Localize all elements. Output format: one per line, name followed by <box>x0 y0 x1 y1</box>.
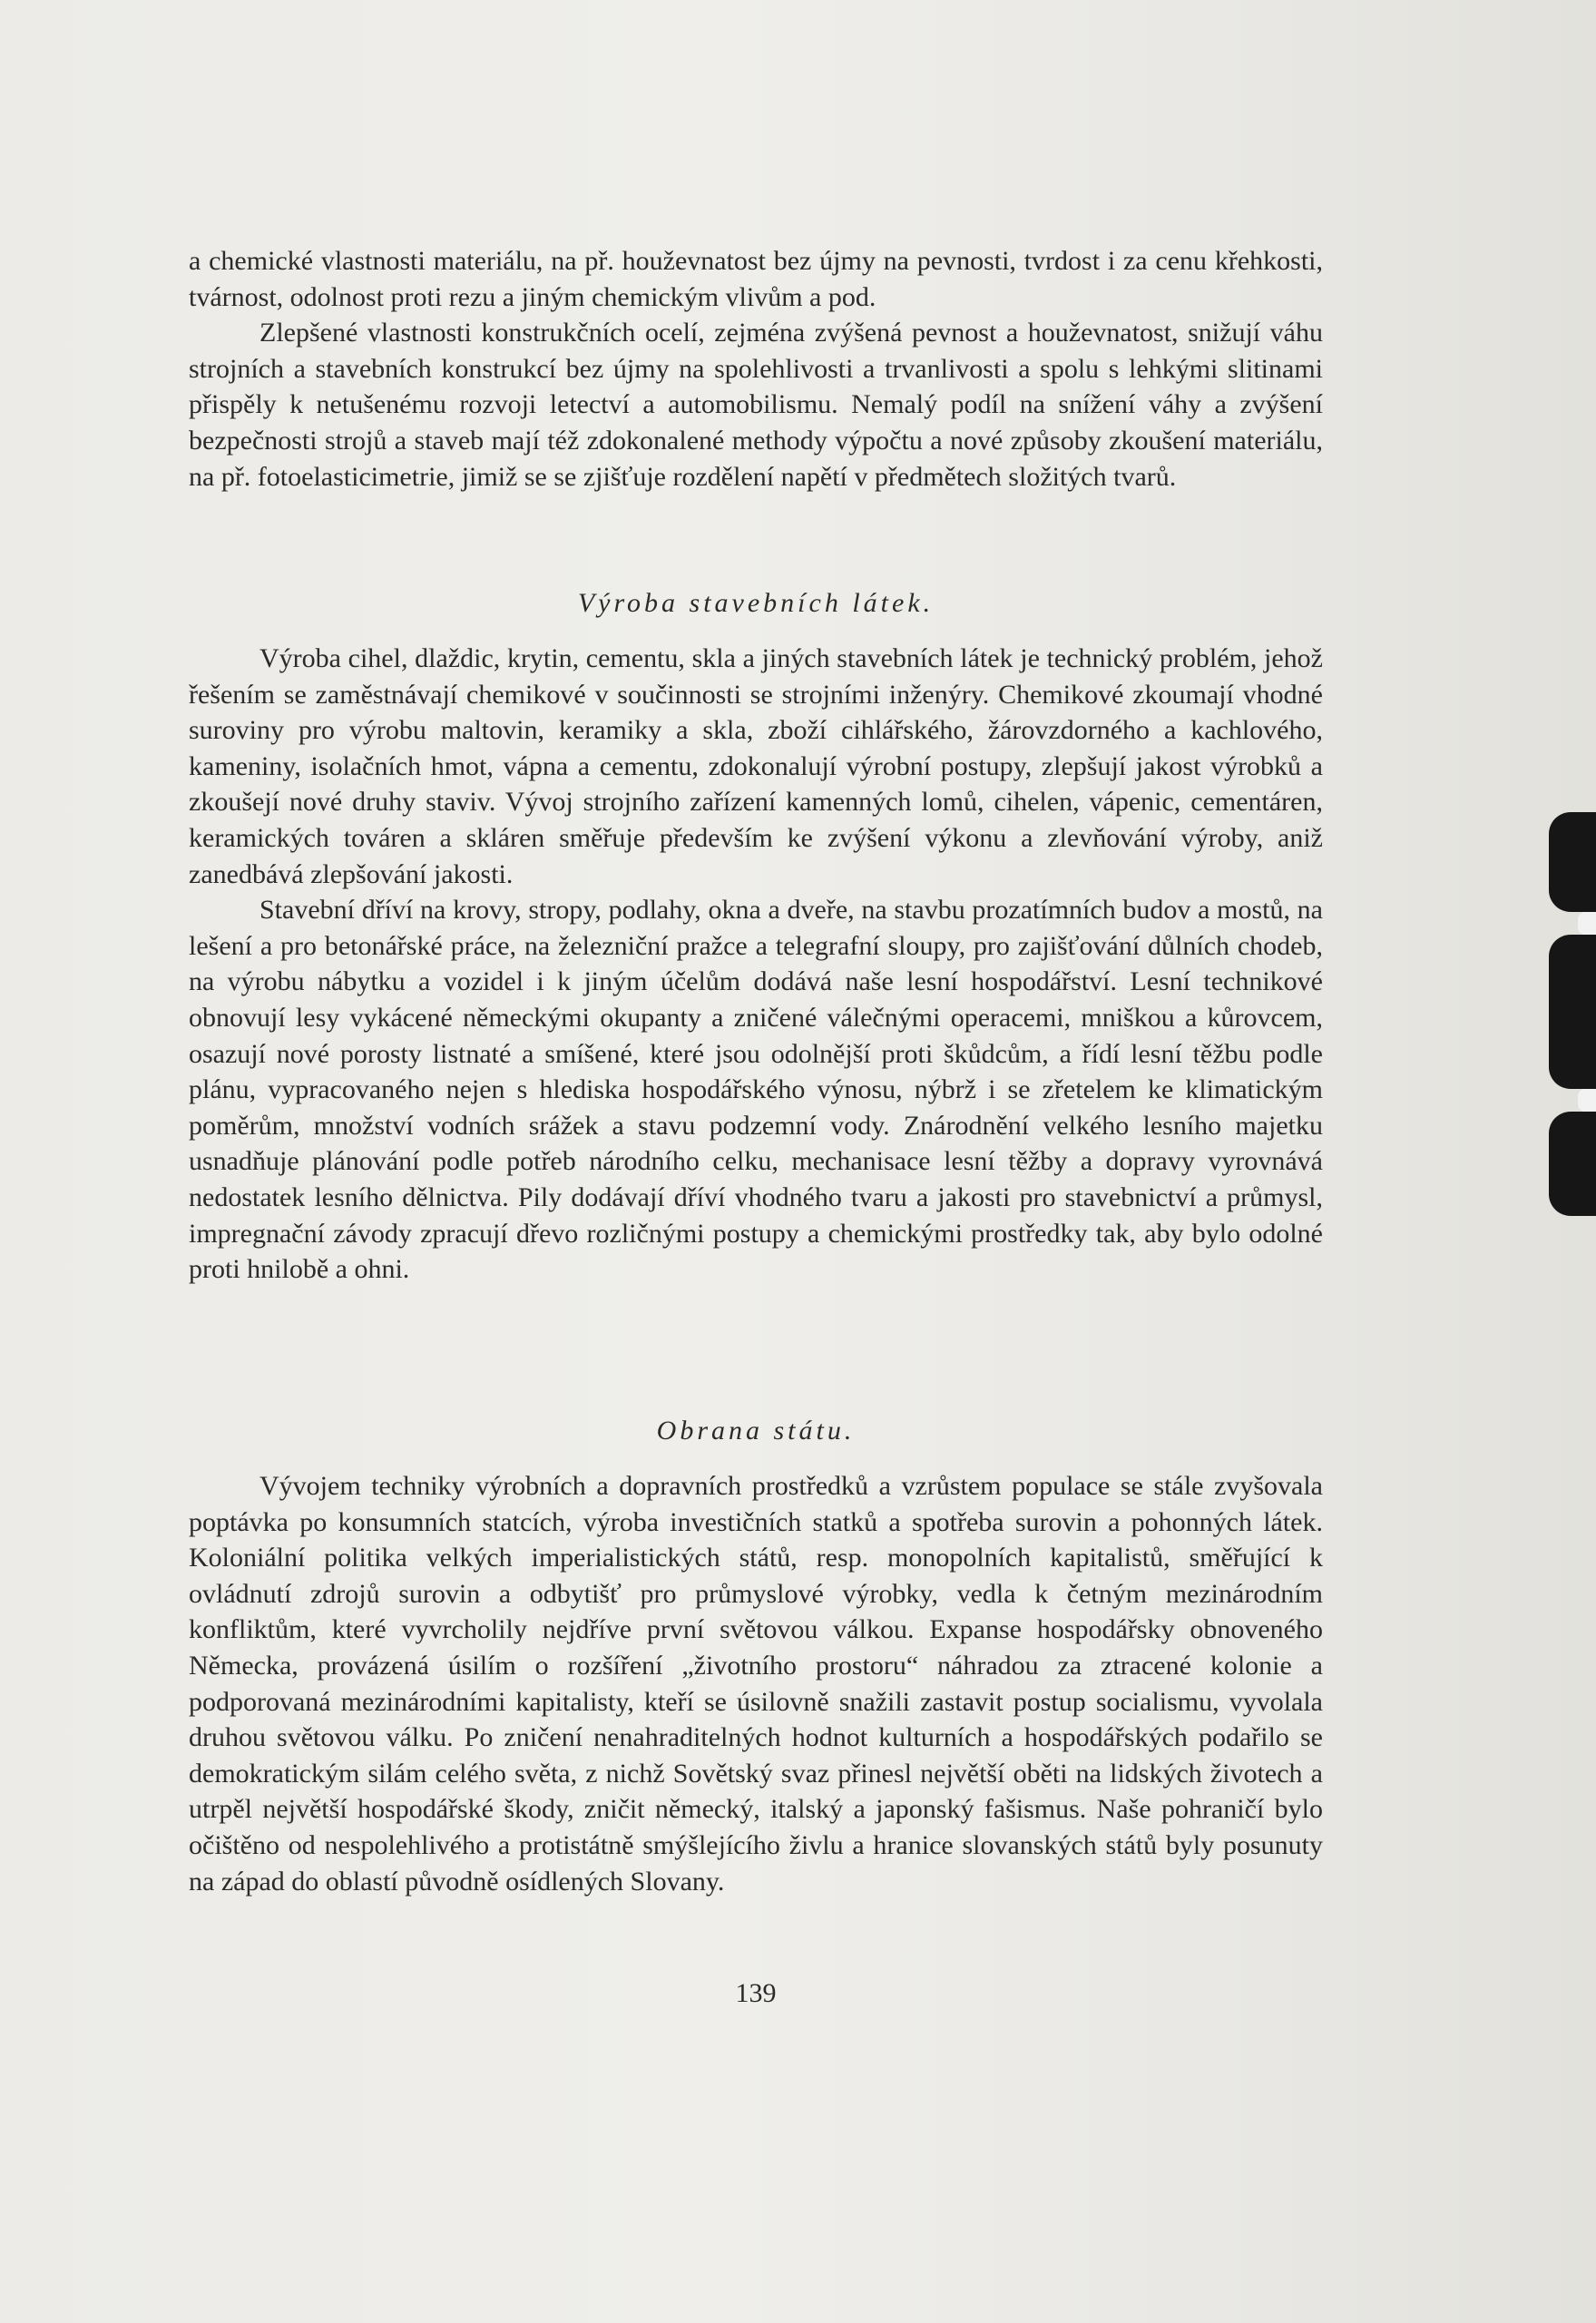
body-text-building-materials <box>189 641 1323 1288</box>
binder-gap-1 <box>1578 912 1596 935</box>
body-text-defense <box>189 1468 1323 1899</box>
continuation-paragraph: a chemické vlastnosti materiálu, na př. houževnatost bez újmy na pevnosti, tvrdost i za cenu křehkosti, tvárnost, odolnost proti rezu a jiným chemickým vlivům a pod. <box>189 246 1323 312</box>
section-heading-defense: Obrana státu. <box>656 1416 856 1446</box>
paragraph-steels: Zlepšené vlastnosti konstrukčních ocelí, zejména zvýšená pevnost a houževnatost, snižují váhu strojních a stavebních konstrukcí bez újmy na spolehlivosti a trvanlivosti a spolu s lehkými slitinami přispěly k netušenému rozvoji letectví a automobilismu. Nemalý podíl na snížení váhy a zvýšení bezpečnosti strojů a staveb mají též zdokonalené methody výpočtu a nové způsoby zkoušení materiálu, na př. fotoelasticimetrie, jimiž se se zjišťuje rozdělení napětí v předmětech složitých tvarů. <box>189 318 1323 492</box>
page-number: 139 <box>735 1978 777 2008</box>
body-text-top <box>189 243 1323 495</box>
paragraph-building-materials-1: Výroba cihel, dlaždic, krytin, cementu, skla a jiných stavebních látek je technický problém, jehož řešením se zaměstnávají chemikové v součinnosti se strojními inženýry. Chemikové zkoumají vhodné suroviny pro výrobu maltovin, keramiky a skla, zboží cihlářského, žárovzdorného a kachlového, kameniny, isolačních hmot, vápna a cementu, zdokonalují výrobní postupy, zlepšují jakost výrobků a zkoušejí nové druhy staviv. Vývoj strojního zařízení kamenných lomů, cihelen, vápenic, cementáren, keramických továren a skláren směřuje především ke zvýšení výkonu a zlevňování výroby, aniž zanedbává zlepšování jakosti. <box>189 643 1323 889</box>
paragraph-defense: Vývojem techniky výrobních a dopravních prostředků a vzrůstem populace se stále zvyšovala poptávka po konsumních statcích, výroba investičních statků a spotřeba surovin a pohonných látek. Koloniální politika velkých imperialistických států, resp. monopolních kapitalistů, směřující k ovládnutí zdrojů surovin a odbytišť pro průmyslové výrobky, vedla k četným mezinárodním konfliktům, které vyvrcholily nejdříve první světovou válkou. Expanse hospodářsky obnoveného Německa, provázená úsilím o rozšíření „životního prostoru“ náhradou za ztracené kolonie a podporovaná mezinárodními kapitalisty, kteří se úsilovně snažili zastavit postup socialismu, vyvolala druhou světovou válku. Po zničení nenahraditelných hodnot kulturních a hospodářských podařilo se demokratickým silám celého světa, z nichž Sovětský svaz přinesl největší oběti na lidských životech a utrpěl největší hospodářské škody, zničit německý, italský a japonský fašismus. Naše pohraničí bylo očištěno od nespolehlivého a protistátně smýšlejícího živlu a hranice slovanských států byly posunuty na západ do oblastí původně osídlených Slovany. <box>189 1471 1323 1897</box>
section-heading-building-materials: Výroba stavebních látek. <box>577 588 935 618</box>
binder-ring-top <box>1549 812 1596 912</box>
binder-ring-middle <box>1549 935 1596 1089</box>
paragraph-building-materials-2: Stavební dříví na krovy, stropy, podlahy, okna a dveře, na stavbu prozatímních budov a mostů, na lešení a pro betonářské práce, na železniční pražce a telegrafní sloupy, pro zajišťování důlních chodeb, na výrobu nábytku a vozidel i k jiným účelům dodává naše lesní hospodářství. Lesní technikové obnovují lesy vykácené německými okupanty a zničené válečnými operacemi, mniškou a kůrovcem, osazují nové porosty listnaté a smíšené, které jsou odolnější proti škůdcům, a řídí lesní těžbu podle plánu, vypracovaného nejen s hlediska hospodářského výnosu, nýbrž i se zřetelem ke klimatickým poměrům, množství vodních srážek a stavu podzemní vody. Znárodnění velkého lesního majetku usnadňuje plánování podle potřeb národního celku, mechanisace lesní těžby a dopravy vyrovnává nedostatek lesního dělnictva. Pily dodávají dříví vhodného tvaru a jakosti pro stavebnictví a průmysl, impregnační závody zpracují dřevo rozličnými postupy a chemickými prostředky tak, aby bylo odolné proti hnilobě a ohni. <box>189 895 1323 1285</box>
binder-ring-bottom <box>1549 1112 1596 1216</box>
binder-gap-2 <box>1578 1089 1596 1112</box>
